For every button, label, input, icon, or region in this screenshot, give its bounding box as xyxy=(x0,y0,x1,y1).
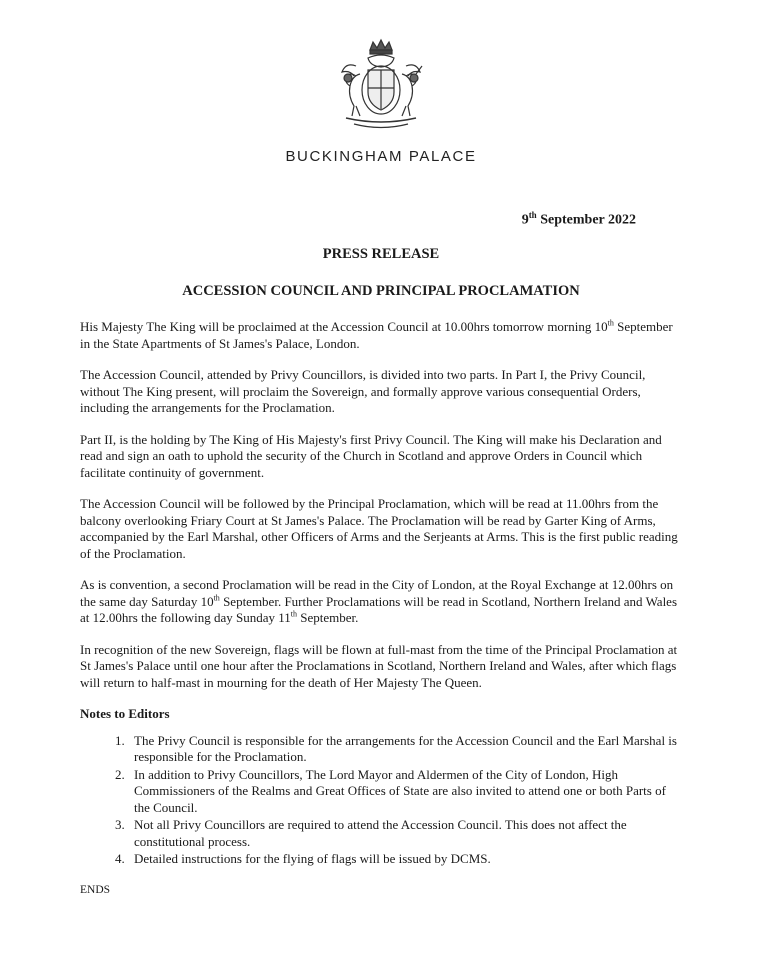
royal-coat-of-arms-icon xyxy=(326,36,436,132)
palace-letterhead: BUCKINGHAM PALACE xyxy=(285,148,477,165)
paragraph-5: As is convention, a second Proclamation will be read in the City of London, at the Royal Exchange at 12.00hrs on the same day Saturday 10th September. Further Proclamations will be read in Scotland, Northern Ireland and Wales at 12.00hrs the following day Sunday 11th September. xyxy=(80,577,678,625)
notes-list xyxy=(80,733,684,868)
paragraph-6: In recognition of the new Sovereign, flags will be flown at full-mast from the time of the Principal Proclamation at St James's Palace until one hour after the Proclamations in Scotland, Northern Ireland and Wales, after which flags will return to half-mast in mourning for the death of Her Majesty The Queen. xyxy=(80,641,678,690)
press-release-heading: PRESS RELEASE xyxy=(322,246,440,262)
paragraph-4: The Accession Council will be followed by the Principal Proclamation, which will be read at 11.00hrs from the balcony overlooking Friary Court at St James's Palace. The Proclamation will be read by Garter King of Arms, accompanied by the Earl Marshal, other Officers of Arms and the Serjeants at Arms. This is the first public reading of the Proclamation. xyxy=(80,496,678,561)
paragraph-1: His Majesty The King will be proclaimed at the Accession Council at 10.00hrs tomorrow morning 10th September in the State Apartments of St James's Palace, London. xyxy=(80,318,673,351)
list-item: 2. In addition to Privy Councillors, The Lord Mayor and Aldermen of the City of London, High Commissioners of the Realms and Great Offices of State are also invited to attend one or both Parts of the Council. xyxy=(128,767,684,817)
headline: ACCESSION COUNCIL AND PRINCIPAL PROCLAMATION xyxy=(182,283,580,299)
list-item: 4. Detailed instructions for the flying of flags will be issued by DCMS. xyxy=(128,851,684,868)
list-item: 1. The Privy Council is responsible for the arrangements for the Accession Council and the Earl Marshal is responsible for the Proclamation. xyxy=(128,733,684,766)
release-date: 9th September 2022 xyxy=(521,210,636,228)
notes-heading: Notes to Editors xyxy=(80,706,170,721)
paragraph-2: The Accession Council, attended by Privy Councillors, is divided into two parts. In Part I, the Privy Council, without The King present, will proclaim the Sovereign, and formally approve various consequential Orders, including the arrangements for the Proclamation. xyxy=(80,367,646,415)
paragraph-3: Part II, is the holding by The King of His Majesty's first Privy Council. The King will make his Declaration and read and sign an oath to uphold the security of the Church in Scotland and approve Orders in Council which facilitate continuity of government. xyxy=(80,431,662,480)
release-body xyxy=(80,319,684,898)
ends-marker: ENDS xyxy=(80,883,111,896)
list-item: 3. Not all Privy Councillors are required to attend the Accession Council. This does not affect the constitutional process. xyxy=(128,817,684,850)
